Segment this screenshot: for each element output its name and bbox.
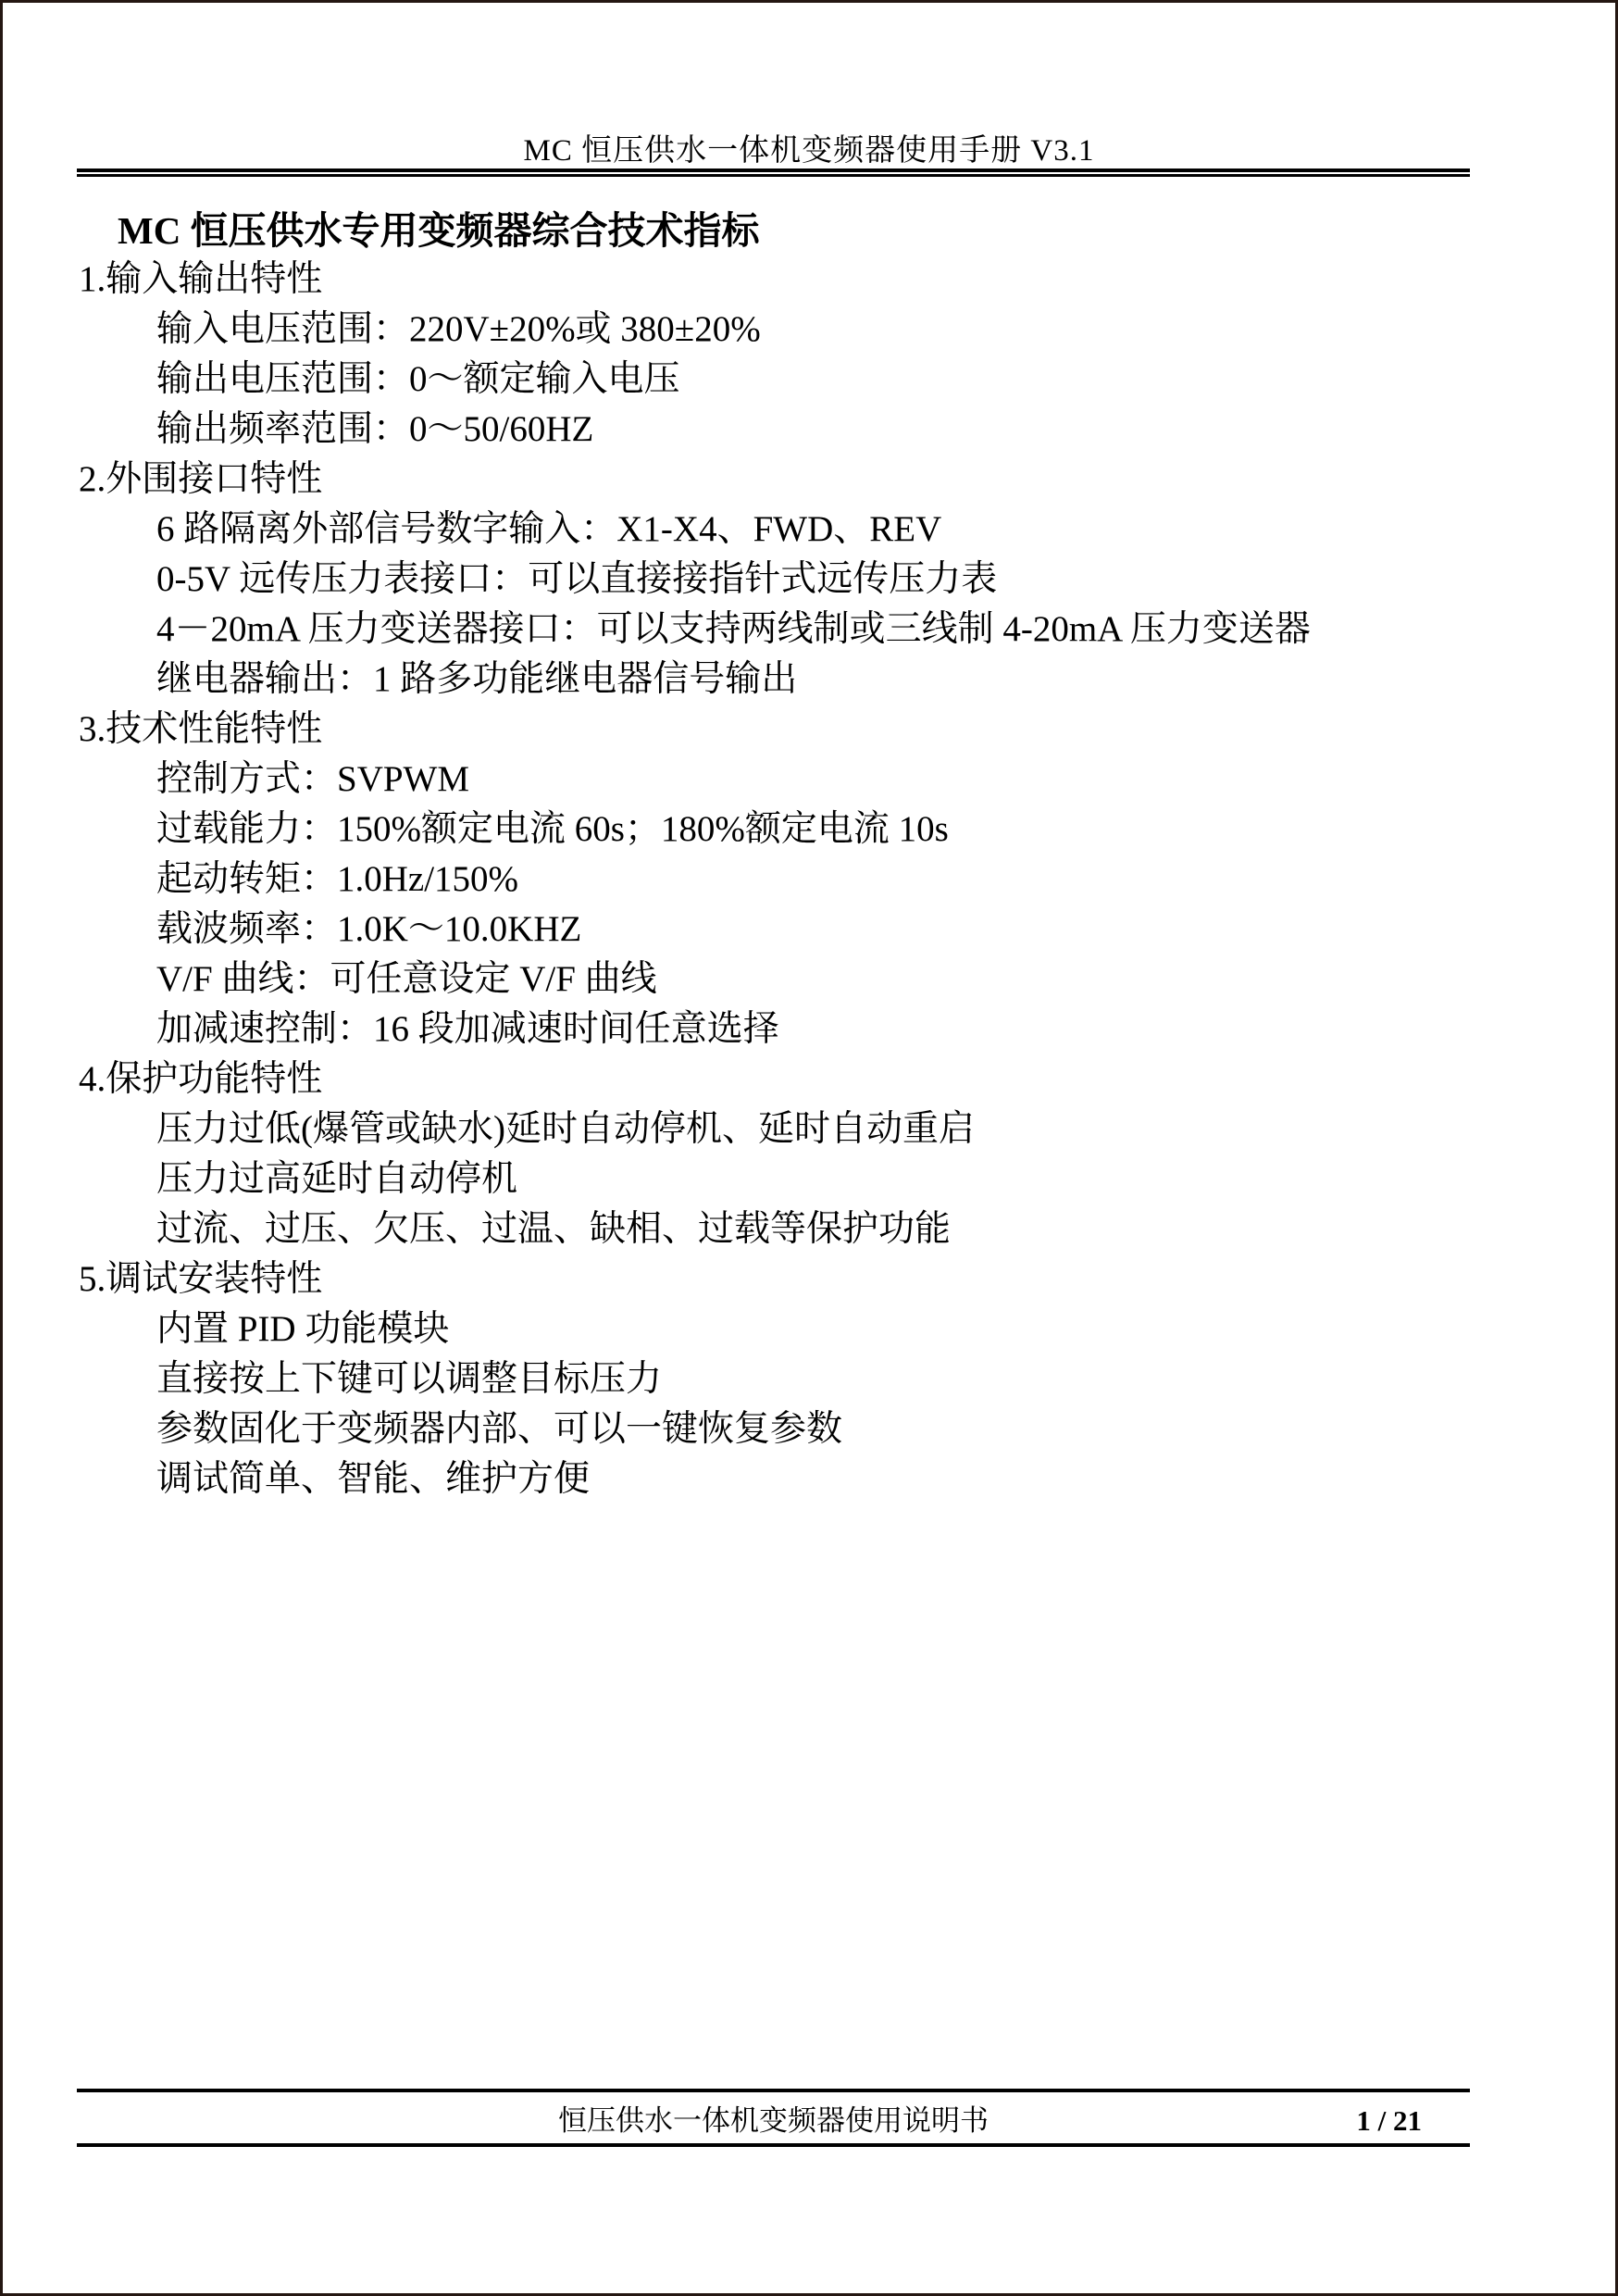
- spec-line: 过载能力：150%额定电流 60s；180%额定电流 10s: [156, 809, 949, 849]
- footer: [77, 2103, 1470, 2140]
- spec-line: 压力过高延时自动停机: [156, 1159, 518, 1199]
- footer-doc-title: 恒压供水一体机变频器使用说明书: [558, 2104, 989, 2137]
- spec-line: 0-5V 远传压力表接口：可以直接接指针式远传压力表: [156, 559, 998, 599]
- spec-line: 控制方式：SVPWM: [156, 759, 470, 799]
- spec-line: 1.输入输出特性: [79, 259, 323, 299]
- spec-line: 参数固化于变频器内部、可以一键恢复参数: [156, 1409, 843, 1449]
- section-title: MC 恒压供水专用变频器综合技术指标: [118, 209, 760, 252]
- spec-line: 6 路隔离外部信号数字输入：X1-X4、FWD、REV: [156, 509, 942, 549]
- spec-line: V/F 曲线：可任意设定 V/F 曲线: [156, 959, 657, 999]
- spec-line: 4.保护功能特性: [79, 1059, 323, 1099]
- spec-line: 输入电压范围：220V±20%或 380±20%: [156, 309, 761, 349]
- spec-line: 2.外围接口特性: [79, 459, 323, 499]
- footer-divider-bottom: [77, 2143, 1470, 2147]
- spec-line: 继电器输出：1 路多功能继电器信号输出: [156, 659, 798, 699]
- spec-line: 输出频率范围：0～50/60HZ: [156, 409, 594, 449]
- footer-divider-top: [77, 2089, 1470, 2092]
- spec-line: 4－20mA 压力变送器接口：可以支持两线制或三线制 4-20mA 压力变送器: [156, 609, 1311, 649]
- spec-line: 调试简单、智能、维护方便: [156, 1459, 591, 1499]
- spec-line: 过流、过压、欠压、过温、缺相、过载等保护功能: [156, 1209, 952, 1249]
- spec-line: 输出电压范围：0～额定输入电压: [156, 359, 680, 399]
- spec-line: 内置 PID 功能模块: [156, 1309, 450, 1349]
- spec-line: 起动转矩：1.0Hz/150%: [156, 859, 519, 899]
- spec-line: 3.技术性能特性: [79, 709, 323, 749]
- spec-line: 压力过低(爆管或缺水)延时自动停机、延时自动重启: [156, 1109, 975, 1149]
- footer-page-number: 1 / 21: [1356, 2104, 1422, 2137]
- header-title: MC 恒压供水一体机变频器使用手册 V3.1: [523, 134, 1095, 168]
- spec-list: [79, 255, 1560, 1504]
- spec-line: 载波频率：1.0K～10.0KHZ: [156, 909, 582, 949]
- spec-line: 加减速控制：16 段加减速时间任意选择: [156, 1009, 779, 1049]
- header-divider: [77, 168, 1470, 177]
- spec-line: 直接按上下键可以调整目标压力: [156, 1359, 663, 1399]
- spec-line: 5.调试安装特性: [79, 1259, 323, 1299]
